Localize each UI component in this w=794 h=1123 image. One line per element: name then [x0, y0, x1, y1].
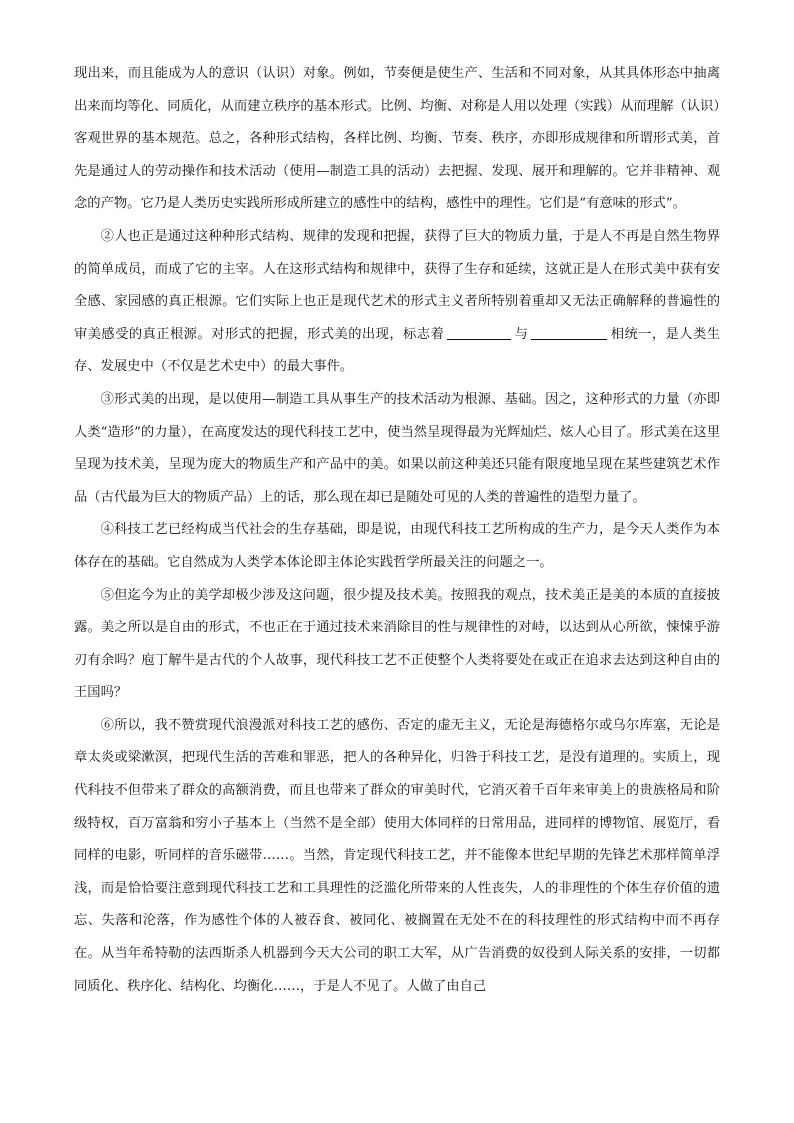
paragraph-5: ⑤但迄今为止的美学却极少涉及这问题，很少提及技术美。按照我的观点，技术美正是美的本质的直接披露。美之所以是自由的形式，不也正在于通过技术来消除目的性与规律性的对峙，以达到从心所欲，悚悚乎游刃有余吗？庖丁解牛是古代的个人故事，现代科技工艺不正使整个人类将要处在或正在追求去达到这种自由的王国吗？ — [74, 587, 720, 701]
paragraph-2-text-c: 相统一，是人类生存、发展史中（不仅是艺术史中）的最大事件。 — [74, 326, 721, 375]
document-page — [74, 58, 720, 1003]
paragraph-2-text-a: ②人也正是通过这种种形式结构、规律的发现和把握，获得了巨大的物质力量，于是人不再是自然生物界的简单成员，而成了它的主宰。人在这形式结构和规律中，获得了生存和延续，这就正是人在形式美中获有安全感、家园感的真正根源。它们实际上也正是现代艺术的形式主义者所特别着重却又无法正确解释的普遍性的审美感受的真正根源。对形式的把握，形式美的出现，标志着 — [74, 228, 720, 342]
paragraph-4: ④科技工艺已经构成当代社会的生存基础，即是说，由现代科技工艺所构成的生产力，是今天人类作为本体存在的基础。它自然成为人类学本体论即主体论实践哲学所最关注的问题之一。 — [74, 522, 720, 570]
paragraph-6: ⑥所以，我不赞赏现代浪漫派对科技工艺的感伤、否定的虚无主义，无论是海德格尔或乌尔库塞，无论是章太炎或梁漱溟，把现代生活的苦难和罪恶，把人的各种异化，归咎于科技工艺，是没有道理的。实质上，现代科技不但带来了群众的高额消费，而且也带来了群众的审美时代，它消灭着千百年来审美上的贵族格局和阶级特权，百万富翁和穷小子基本上（当然不是全部）使用大体同样的日常用品，进同样的博物馆、展览厅，看同样的电影，听同样的音乐磁带……。当然，肯定现代科技工艺，并不能像本世纪早期的先锋艺术那样简单浮浅，而是恰恰要注意到现代科技工艺和工具理性的泛滥化所带来的人性丧失，人的非理性的个体生存价值的遗忘、失落和沦落，作为感性个体的人被吞食、被同化、被搁置在无处不在的科技理性的形式结构中而不再存在。从当年希特勒的法西斯杀人机器到今天大公司的职工大军，从广告消费的奴役到人际关系的安排，一切都同质化、秩序化、结构化、均衡化……，于是人不见了。人做了由自己 — [74, 717, 720, 994]
paragraph-continued: 现出来，而且能成为人的意识（认识）对象。例如，节奏便是使生产、生活和不同对象，从其具体形态中抽离出来而均等化、同质化，从而建立秩序的基本形式。比例、均衡、对称是人用以处理（实践）从而理解（认识）客观世界的基本规范。总之，各种形式结构，各样比例、均衡、节奏、秩序，亦即形成规律和所谓形式美，首先是通过人的劳动操作和技术活动（使用—制造工具的活动）去把握、发现、展开和理解的。它并非精神、观念的产物。它乃是人类历史实践所形成所建立的感性中的结构，感性中的理性。它们是“有意味的形式”。 — [74, 66, 720, 212]
paragraph-2-text-b: 与 — [514, 326, 529, 342]
fill-blank-2[interactable] — [531, 338, 607, 340]
fill-blank-1[interactable] — [447, 338, 511, 340]
paragraph-3: ③形式美的出现，是以使用—制造工具从事生产的技术活动为根源、基础。因之，这种形式的力量（亦即人类“造形”的力量），在高度发达的现代科技工艺中，使当然呈现得最为光辉灿烂、炫人心目了。形式美在这里呈现为技术美，呈现为庞大的物质生产和产品中的美。如果以前这种美还只能有限度地呈现在某些建筑艺术作品（古代最为巨大的物质产品）上的话，那么现在却已是随处可见的人类的普遍性的造型力量了。 — [74, 391, 720, 505]
paragraph-2 — [74, 221, 720, 384]
